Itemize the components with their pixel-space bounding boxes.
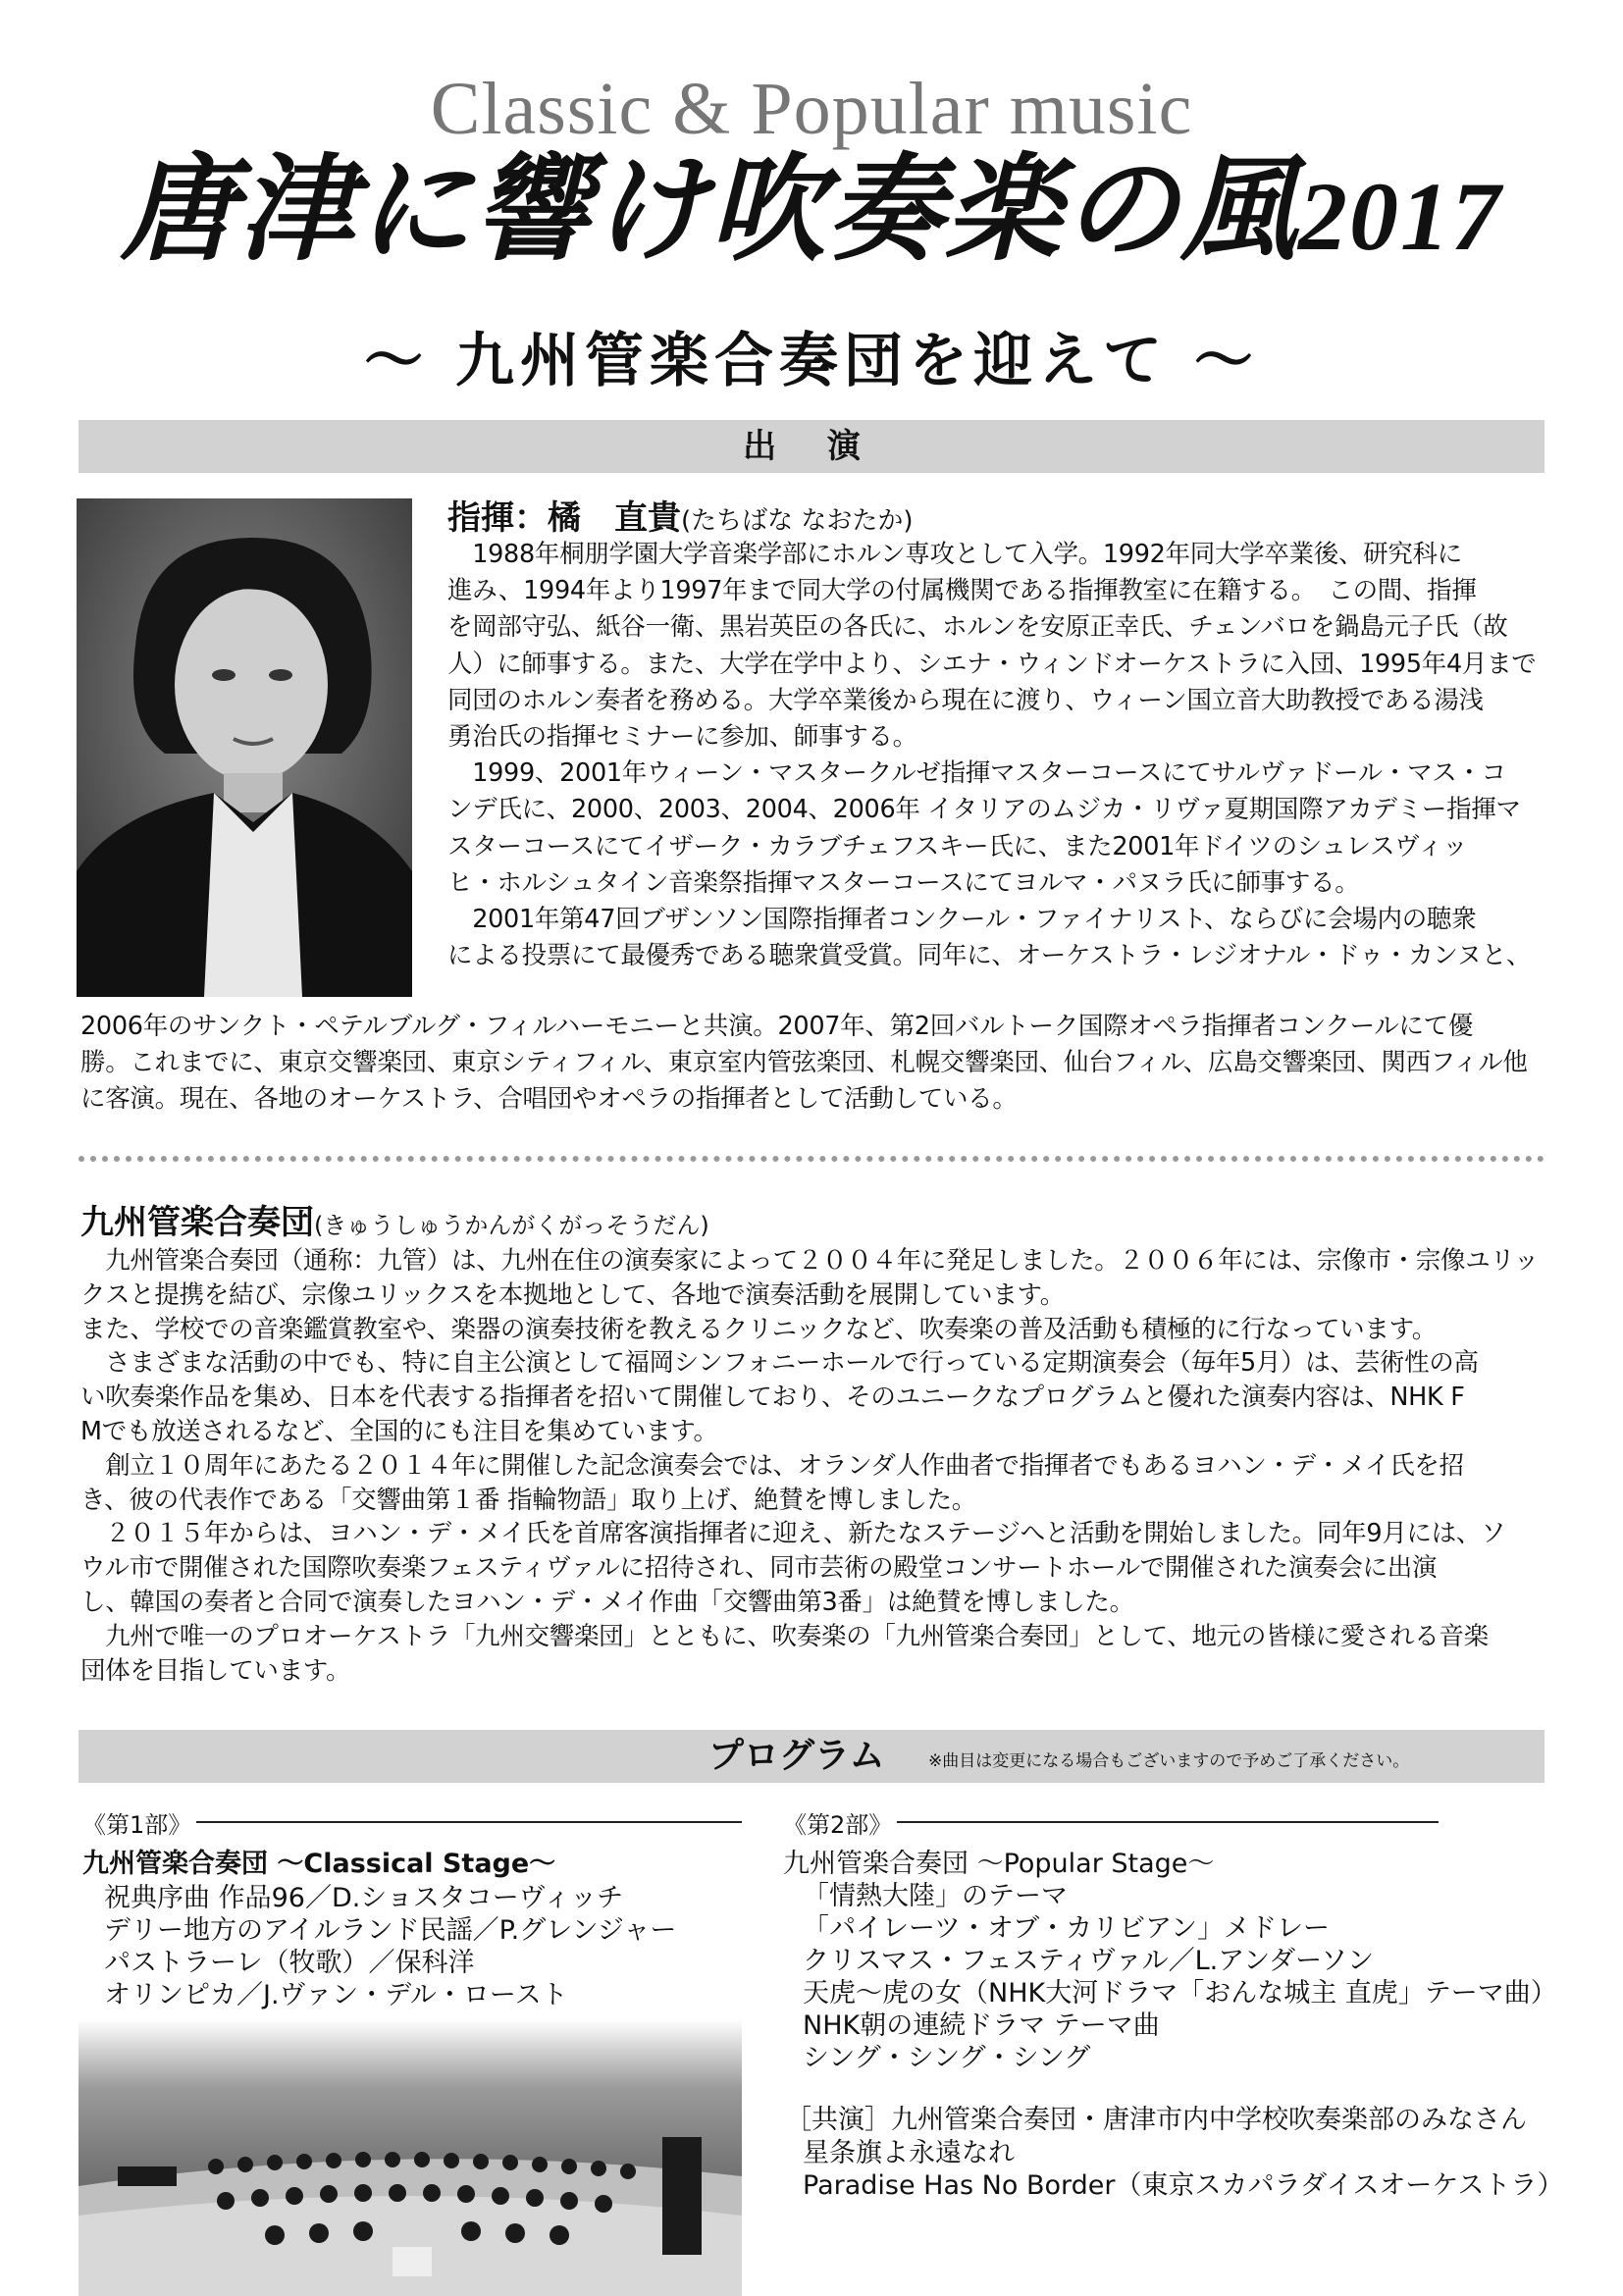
band-line: 九州で唯一のプロオーケストラ「九州交響楽団」とともに、吹奏楽の「九州管楽合奏団」として、地元の皆様に愛される音楽 (80, 1621, 1489, 1651)
part2-stage: 九州管楽合奏団 ～Popular Stage～ (783, 1849, 1215, 1879)
performers-heading: 出 演 (743, 427, 880, 466)
part1-pieces (104, 1882, 676, 2011)
conductor-role-name: 指揮：橘 直貴 (447, 498, 681, 538)
program-piece: 「情熱大陸」のテーマ (803, 1881, 1068, 1911)
band-description (80, 1244, 1544, 1688)
bio-line: ンデ氏に、2000、2003、2004、2006年 イタリアのムジカ・リヴァ夏期国際アカデミー指揮マ (447, 795, 1521, 825)
bio-line: スターコースにてイザーク・カラブチェフスキー氏に、また2001年ドイツのシュレスヴィッ (447, 831, 1468, 861)
bio-line: に客演。現在、各地のオーケストラ、合唱団やオペラの指揮者として活動している。 (80, 1084, 1018, 1115)
band-line: 団体を目指しています。 (80, 1655, 351, 1686)
bio-line: 1988年桐朋学園大学音楽学部にホルン専攻として入学。1992年同大学卒業後、研究科に (447, 540, 1462, 569)
bio-line: ヒ・ホルシュタイン音楽祭指揮マスターコースにてヨルマ・パヌラ氏に師事する。 (447, 867, 1360, 898)
part1-rule (196, 1821, 742, 1823)
program-piece: 星条旗よ永遠なれ (803, 2138, 1015, 2168)
conductor-reading: (たちばな なおたか) (681, 506, 914, 536)
program-note: ※曲目は変更になる場合もございますので予めご了承ください。 (928, 1751, 1410, 1771)
conductor-photo (77, 498, 412, 997)
band-line: ウル市で開催された国際吹奏楽フェスティヴァルに招待され、同市芸術の殿堂コンサートホールで開催された演奏会に出演 (80, 1553, 1438, 1584)
concert-subtitle: ～ 九州管楽合奏団を迎えて ～ (364, 327, 1259, 395)
band-photo (79, 2019, 742, 2296)
joint-performance-label: ［共演］九州管楽合奏団・唐津市内中学校吹奏楽部のみなさん (785, 2105, 1527, 2135)
bio-line: 同団のホルン奏者を務める。大学卒業後から現在に渡り、ウィーン国立音大助教授である湯浅 (447, 685, 1484, 715)
program-piece: デリー地方のアイルランド民謡／P.グレンジャー (104, 1915, 677, 1946)
program-piece: 天虎～虎の女（NHK大河ドラマ「おんな城主 直虎」テーマ曲） (803, 1978, 1557, 2009)
dotted-divider (79, 1156, 1544, 1162)
band-line: き、彼の代表作である「交響曲第１番 指輪物語」取り上げ、絶賛を博しました。 (80, 1485, 976, 1515)
band-line: また、学校での音楽鑑賞教室や、楽器の演奏技術を教えるクリニックなど、吹奏楽の普及活動も積極的に行なっています。 (80, 1314, 1437, 1344)
program-piece: NHK朝の連続ドラマ テーマ曲 (803, 2010, 1160, 2041)
bio-line: 2001年第47回ブザンソン国際指揮者コンクール・ファイナリスト、ならびに会場内の聴衆 (447, 904, 1477, 934)
concert-title (0, 135, 1623, 290)
bio-line: 進み、1994年より1997年まで同大学の付属機関である指揮教室に在籍する。 この間、指揮 (447, 576, 1477, 606)
bio-line: による投票にて最優秀である聴衆賞受賞。同年に、オーケストラ・レジオナル・ドゥ・カンヌと、 (447, 941, 1532, 971)
band-line: い吹奏楽作品を集め、日本を代表する指揮者を招いて開催しており、そのユニークなプログラムと優れた演奏内容は、NHK F (80, 1383, 1465, 1413)
concert-title-text: 唐津に響け吹奏楽の風 (120, 140, 1298, 277)
program-piece: 「パイレーツ・オブ・カリビアン」メドレー (803, 1913, 1331, 1944)
bio-line: 勝。これまでに、東京交響楽団、東京シティフィル、東京室内管弦楽団、札幌交響楽団、仙台フィル、広島交響楽団、関西フィル他 (80, 1048, 1528, 1078)
conductor-silhouette (77, 498, 412, 997)
band-stage-illustration (79, 2019, 742, 2296)
program-heading: プログラム (708, 1736, 885, 1776)
bio-line: 2006年のサンクト・ペテルブルグ・フィルハーモニーと共演。2007年、第2回バルトーク国際オペラ指揮者コンクールにて優 (80, 1012, 1474, 1041)
program-piece: 祝典序曲 作品96／D.ショスタコーヴィッチ (104, 1883, 624, 1913)
conductor-name (447, 491, 914, 539)
program-piece: クリスマス・フェスティヴァル／L.アンダーソン (803, 1946, 1374, 1976)
part1-label: 《第1部》 (82, 1811, 192, 1839)
subtitle-english: Classic & Popular music (430, 68, 1193, 150)
conductor-bio-full (80, 1009, 1544, 1119)
band-line: Mでも放送されるなど、全国的にも注目を集めています。 (80, 1416, 718, 1446)
band-name-text: 九州管楽合奏団 (80, 1203, 314, 1242)
band-name (80, 1195, 709, 1243)
band-line: 創立１０周年にあたる２０１４年に開催した記念演奏会では、オランダ人作曲者で指揮者でもあるヨハン・デ・メイ氏を招 (80, 1450, 1464, 1481)
part2-pieces (803, 1880, 1557, 2074)
band-line: クスと提携を結び、宗像ユリックスを本拠地として、各地で演奏活動を展開しています。 (80, 1279, 1065, 1310)
bio-line: 人）に師事する。また、大学在学中より、シエナ・ウィンドオーケストラに入団、1995年4月まで (447, 649, 1537, 679)
band-line: ２０１５年からは、ヨハン・デ・メイ氏を首席客演指揮者に迎え、新たなステージへと活動を開始しました。同年9月には、ソ (80, 1519, 1506, 1549)
part2-label: 《第2部》 (783, 1811, 893, 1839)
band-line: し、韓国の奏者と合同で演奏したヨハン・デ・メイ作曲「交響曲第3番」は絶賛を博しました。 (80, 1587, 1134, 1617)
part1-stage: 九州管楽合奏団 ～Classical Stage～ (82, 1849, 556, 1879)
program-piece: オリンピカ／J.ヴァン・デル・ロースト (104, 1980, 568, 2010)
program-piece: シング・シング・シング (803, 2043, 1091, 2073)
conductor-bio-narrow (447, 537, 1544, 974)
concert-year: 2017 (1298, 162, 1502, 271)
program-piece: パストラーレ（牧歌）／保科洋 (104, 1948, 475, 1978)
band-line: 九州管楽合奏団（通称：九管）は、九州在住の演奏家によって２００４年に発足しました。２００６年には、宗像市・宗像ユリッ (80, 1246, 1539, 1276)
bio-line: 勇治氏の指揮セミナーに参加、師事する。 (447, 721, 917, 752)
program-piece: Paradise Has No Border（東京スカパラダイスオーケストラ） (803, 2170, 1564, 2201)
joint-pieces (803, 2137, 1563, 2202)
band-reading: (きゅうしゅうかんがくがっそうだん) (314, 1212, 709, 1239)
band-line: さまざまな活動の中でも、特に自主公演として福岡シンフォニーホールで行っている定期演奏会（毎年5月）は、芸術性の高 (80, 1348, 1479, 1379)
bio-line: を岡部守弘、紙谷一衛、黒岩英臣の各氏に、ホルンを安原正幸氏、チェンバロを鍋島元子氏（故 (447, 612, 1508, 643)
part2-rule (897, 1821, 1439, 1823)
bio-line: 1999、2001年ウィーン・マスタークルゼ指揮マスターコースにてサルヴァドール・マス・コ (447, 758, 1506, 789)
